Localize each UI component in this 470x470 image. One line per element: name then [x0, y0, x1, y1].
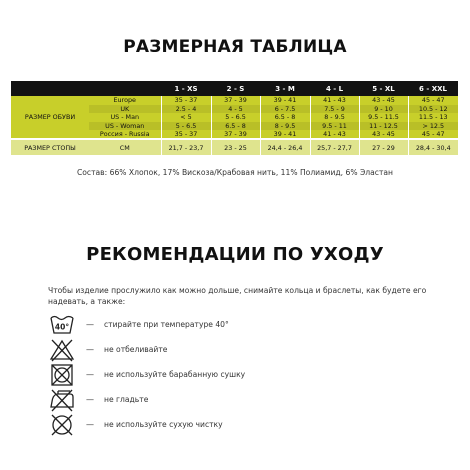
no-dry-clean-icon	[48, 412, 76, 438]
size-cell: 43 - 45	[359, 96, 408, 105]
composition-text: Состав: 66% Хлопок, 17% Вискоза/Крабовая нить, 11% Полиамид, 6% Эластан	[76, 168, 393, 177]
size-cell: 27 - 29	[359, 139, 408, 155]
size-cell: 10.5 - 12	[408, 105, 458, 114]
size-system-label: Europe	[89, 96, 161, 105]
size-cell: 35 - 37	[161, 130, 211, 139]
dash: —	[86, 370, 94, 379]
size-system-label: US - Woman	[89, 122, 161, 131]
care-item-dryclean	[48, 412, 428, 438]
size-cell: > 12.5	[408, 122, 458, 131]
shoe-size-group-label: РАЗМЕР ОБУВИ	[11, 96, 89, 139]
foot-size-group-label: РАЗМЕР СТОПЫ	[11, 139, 89, 155]
size-cell: 8 - 9.5	[310, 113, 359, 122]
size-cell: 9.5 - 11.5	[359, 113, 408, 122]
size-system-label: US - Man	[89, 113, 161, 122]
size-cell: 8 - 9.5	[260, 122, 310, 131]
column-header: 3 - M	[260, 81, 310, 96]
size-cell: 6.5 - 8	[260, 113, 310, 122]
care-intro-text: Чтобы изделие прослужило как можно дольше, снимайте кольца и браслеты, как будете его надевать, а также:	[48, 286, 427, 306]
size-cell: < 5	[161, 113, 211, 122]
size-cell: 41 - 43	[310, 130, 359, 139]
care-item-label: не гладьте	[104, 395, 149, 404]
dash: —	[86, 420, 94, 429]
table-header-row	[11, 81, 458, 96]
dash: —	[86, 395, 94, 404]
size-cell: 5 - 6.5	[211, 113, 260, 122]
column-header: 6 - XXL	[408, 81, 458, 96]
no-tumble-dry-icon	[48, 362, 76, 388]
size-cell: 37 - 39	[211, 130, 260, 139]
wash-40-icon	[48, 312, 76, 338]
size-cell: 6.5 - 8	[211, 122, 260, 131]
size-cell: 24,4 - 26,4	[260, 139, 310, 155]
size-system-label: CM	[89, 139, 161, 155]
size-cell: 2.5 - 4	[161, 105, 211, 114]
header-blank-cell	[89, 81, 161, 96]
table-row	[11, 139, 458, 155]
size-cell: 6 - 7.5	[260, 105, 310, 114]
care-item-label: стирайте при температуре 40°	[104, 320, 229, 329]
no-bleach-icon	[48, 337, 76, 363]
size-cell: 7.5 - 9	[310, 105, 359, 114]
size-system-label: UK	[89, 105, 161, 114]
column-header: 4 - L	[310, 81, 359, 96]
size-cell: 39 - 41	[260, 96, 310, 105]
no-iron-icon	[48, 387, 76, 413]
size-cell: 23 - 25	[211, 139, 260, 155]
size-cell: 41 - 43	[310, 96, 359, 105]
column-header: 5 - XL	[359, 81, 408, 96]
size-cell: 43 - 45	[359, 130, 408, 139]
size-cell: 35 - 37	[161, 96, 211, 105]
wash-temp-label: 40°	[54, 322, 70, 332]
size-table	[11, 81, 458, 155]
column-header: 2 - S	[211, 81, 260, 96]
care-item-wash	[48, 312, 428, 338]
header-blank-cell	[11, 81, 89, 96]
size-cell: 9 - 10	[359, 105, 408, 114]
size-cell: 45 - 47	[408, 130, 458, 139]
size-cell: 4 - 5	[211, 105, 260, 114]
column-header: 1 - XS	[161, 81, 211, 96]
care-item-tumble	[48, 362, 428, 388]
size-cell: 21,7 - 23,7	[161, 139, 211, 155]
care-item-label: не отбеливайте	[104, 345, 168, 354]
size-cell: 37 - 39	[211, 96, 260, 105]
size-cell: 39 - 41	[260, 130, 310, 139]
size-cell: 11 - 12.5	[359, 122, 408, 131]
size-cell: 28,4 - 30,4	[408, 139, 458, 155]
care-item-label: не используйте сухую чистку	[104, 420, 223, 429]
size-system-label: Россия - Russia	[89, 130, 161, 139]
size-cell: 5 - 6.5	[161, 122, 211, 131]
size-chart-title: РАЗМЕРНАЯ ТАБЛИЦА	[123, 37, 347, 57]
care-title: РЕКОМЕНДАЦИИ ПО УХОДУ	[86, 244, 384, 265]
size-cell: 9.5 - 11	[310, 122, 359, 131]
care-item-label: не используйте барабанную сушку	[104, 370, 246, 379]
table-row	[11, 96, 458, 105]
size-cell: 45 - 47	[408, 96, 458, 105]
size-cell: 11.5 - 13	[408, 113, 458, 122]
care-item-iron	[48, 387, 428, 413]
care-item-bleach	[48, 337, 428, 363]
size-cell: 25,7 - 27,7	[310, 139, 359, 155]
dash: —	[86, 345, 94, 354]
dash: —	[86, 320, 94, 329]
